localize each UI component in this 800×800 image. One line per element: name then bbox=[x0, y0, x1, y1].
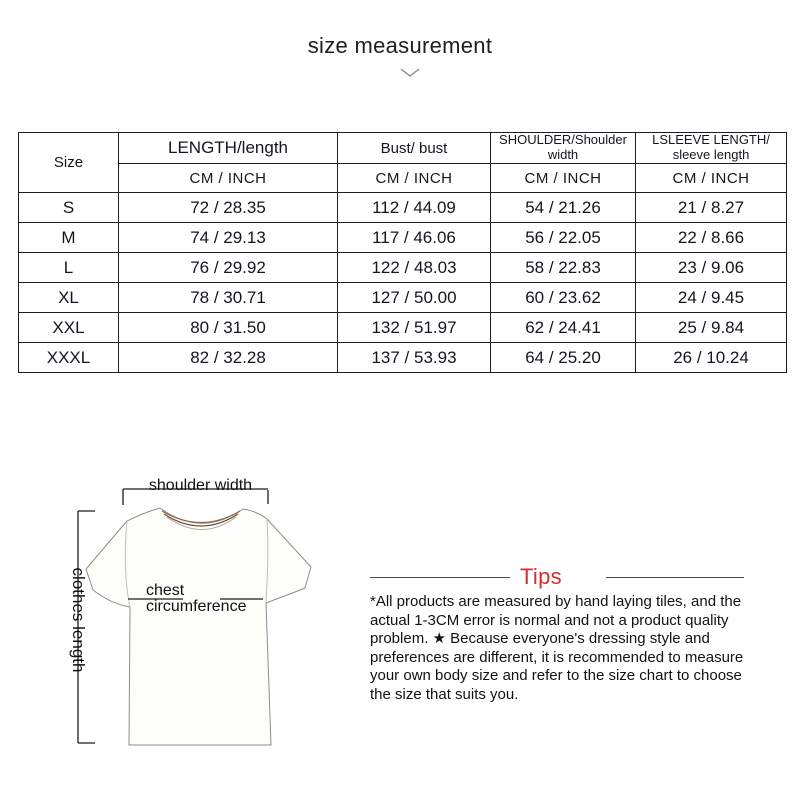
bust-cell: 117 / 46.06 bbox=[338, 223, 491, 253]
shoulder-cell: 54 / 21.26 bbox=[491, 193, 636, 223]
clothes-length-label: clothes length bbox=[69, 567, 88, 673]
sleeve-cell: 23 / 9.06 bbox=[636, 253, 787, 283]
shoulder-cell: 56 / 22.05 bbox=[491, 223, 636, 253]
shoulder-width-label: shoulder width bbox=[148, 477, 253, 494]
col-header-length: LENGTH/length bbox=[119, 133, 338, 164]
sleeve-cell: 25 / 9.84 bbox=[636, 313, 787, 343]
length-cell: 76 / 29.92 bbox=[119, 253, 338, 283]
tips-body-text: *All products are measured by hand laying tiles, and the actual 1-3CM error is normal and not a product quality problem. ★ Because everyone's dressing style and preferences are different, it is recommended to measure your own body size and refer to the size chart to choose the size that suits you. bbox=[370, 593, 744, 703]
col-header-bust: Bust/ bust bbox=[338, 133, 491, 164]
chest-circumference-label bbox=[146, 583, 246, 615]
table-unit-row bbox=[19, 164, 787, 193]
table-row bbox=[19, 283, 787, 313]
length-cell: 72 / 28.35 bbox=[119, 193, 338, 223]
unit-length: CM / INCH bbox=[119, 164, 338, 193]
tips-divider-right bbox=[606, 577, 744, 578]
col-header-sleeve: LSLEEVE LENGTH/ sleeve length bbox=[636, 133, 787, 164]
table-row bbox=[19, 313, 787, 343]
bust-cell: 112 / 44.09 bbox=[338, 193, 491, 223]
chest-label-line2: circumference bbox=[146, 598, 247, 615]
tips-divider-left bbox=[370, 577, 510, 578]
shoulder-cell: 58 / 22.83 bbox=[491, 253, 636, 283]
sleeve-cell: 26 / 10.24 bbox=[636, 343, 787, 373]
unit-sleeve: CM / INCH bbox=[636, 164, 787, 193]
chest-label-line1: chest bbox=[146, 582, 185, 599]
bust-cell: 122 / 48.03 bbox=[338, 253, 491, 283]
table-row bbox=[19, 253, 787, 283]
tips-title: Tips bbox=[520, 564, 562, 589]
bust-cell: 127 / 50.00 bbox=[338, 283, 491, 313]
size-cell: XXL bbox=[19, 313, 119, 343]
shoulder-cell: 64 / 25.20 bbox=[491, 343, 636, 373]
page-title: size measurement bbox=[307, 33, 493, 58]
chevron-down-icon[interactable] bbox=[399, 66, 421, 84]
unit-shoulder: CM / INCH bbox=[491, 164, 636, 193]
sleeve-cell: 21 / 8.27 bbox=[636, 193, 787, 223]
bust-cell: 137 / 53.93 bbox=[338, 343, 491, 373]
length-cell: 80 / 31.50 bbox=[119, 313, 338, 343]
unit-bust: CM / INCH bbox=[338, 164, 491, 193]
size-cell: L bbox=[19, 253, 119, 283]
length-cell: 82 / 32.28 bbox=[119, 343, 338, 373]
col-header-size: Size bbox=[19, 133, 119, 193]
col-header-shoulder: SHOULDER/Shoulder width bbox=[491, 133, 636, 164]
tshirt-diagram bbox=[0, 450, 360, 780]
size-table bbox=[18, 132, 787, 373]
tips-header bbox=[370, 564, 762, 590]
sleeve-cell: 22 / 8.66 bbox=[636, 223, 787, 253]
shoulder-cell: 60 / 23.62 bbox=[491, 283, 636, 313]
size-cell: XL bbox=[19, 283, 119, 313]
sleeve-cell: 24 / 9.45 bbox=[636, 283, 787, 313]
table-row bbox=[19, 223, 787, 253]
size-cell: M bbox=[19, 223, 119, 253]
length-cell: 78 / 30.71 bbox=[119, 283, 338, 313]
bust-cell: 132 / 51.97 bbox=[338, 313, 491, 343]
size-cell: S bbox=[19, 193, 119, 223]
length-cell: 74 / 29.13 bbox=[119, 223, 338, 253]
table-header-row bbox=[19, 133, 787, 164]
table-row bbox=[19, 343, 787, 373]
table-row bbox=[19, 193, 787, 223]
shoulder-cell: 62 / 24.41 bbox=[491, 313, 636, 343]
size-cell: XXXL bbox=[19, 343, 119, 373]
